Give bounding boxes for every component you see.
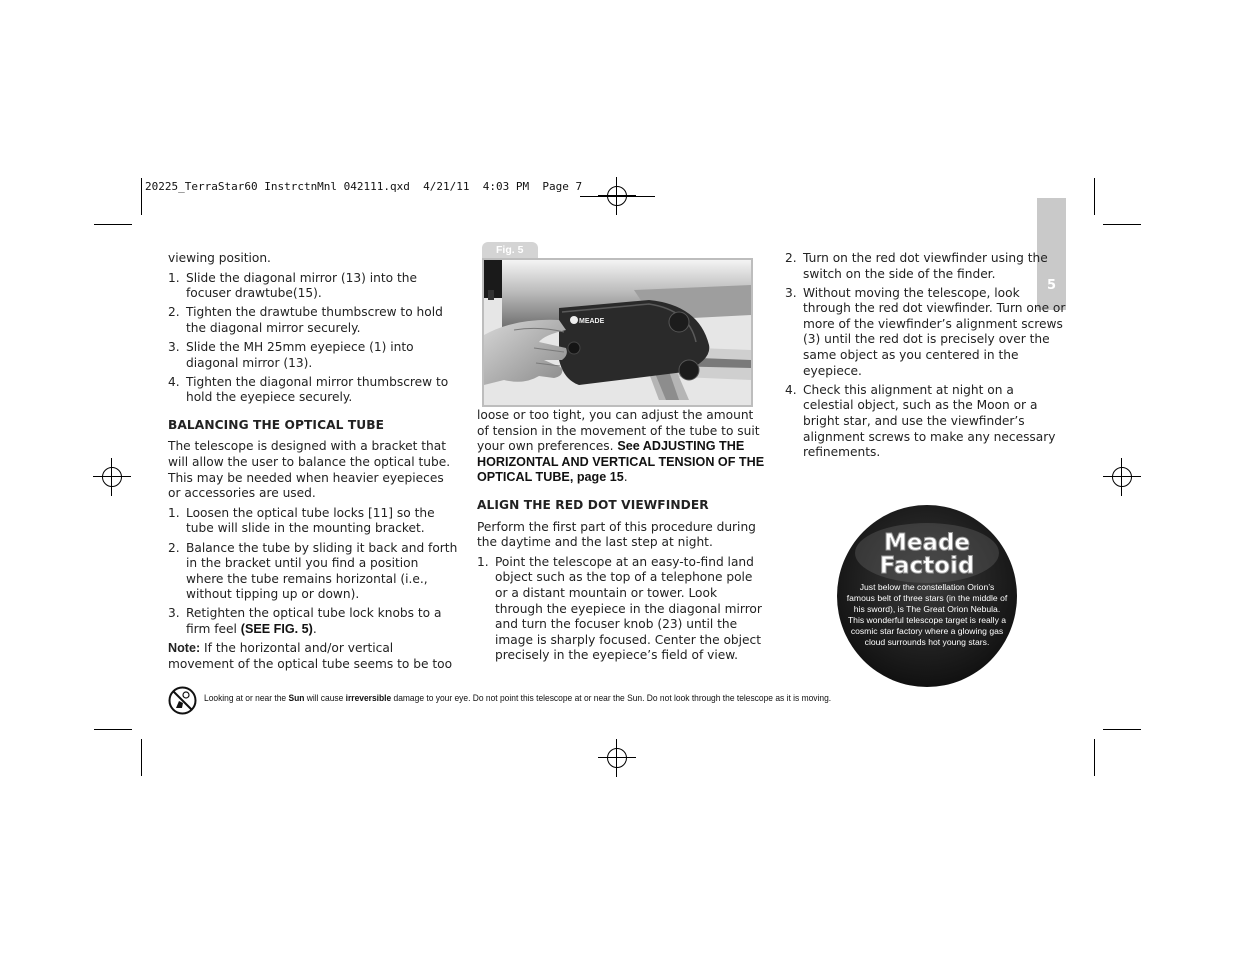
crop-mark (1094, 739, 1095, 776)
note-label: Note: (168, 641, 201, 656)
balancing-paragraph: The telescope is designed with a bracket that will allow the user to balance the optical tube. This may be needed when heavier eyepieces or accessories are used. (168, 439, 451, 501)
viewfinder-paragraph: Perform the first part of this procedure during the daytime and the last step at night. (477, 519, 756, 550)
figure-label: Fig. 5 (496, 244, 524, 256)
no-sun-viewing-icon (168, 686, 197, 715)
crop-mark (1103, 224, 1141, 225)
meade-logo-text: MEADE (579, 318, 605, 325)
list-item: 4. Check this alignment at night on a celestial object, such as the Moon or a bright star, and use the viewfinder’s alignment screws to make any necessary refinements. (785, 382, 1056, 460)
crop-mark (141, 178, 142, 215)
left-column (168, 251, 458, 676)
telescope-bracket-illustration (484, 260, 751, 405)
registration-mark (598, 739, 636, 777)
list-item: 2. Tighten the drawtube thumbscrew to hold the diagonal mirror securely. (168, 305, 443, 335)
list-item: 2. Turn on the red dot viewfinder using the switch on the side of the finder. (785, 251, 1048, 281)
right-column (785, 251, 1067, 464)
page-number: 5 (1046, 278, 1057, 293)
list-item: 3. Retighten the optical tube lock knobs to a firm feel (SEE FIG. 5). (168, 606, 442, 636)
crop-mark (1103, 729, 1141, 730)
mirror-steps-list (168, 271, 458, 406)
section-heading-balancing: BALANCING THE OPTICAL TUBE (168, 417, 385, 432)
tension-paragraph: loose or too tight, you can adjust the amount of tension in the movement of the tube to suit your own preferences. See ADJUSTING THE HORIZONTAL AND VERTICAL TENSION OF THE OPTICAL TUBE, page 15. (477, 408, 765, 485)
list-item: 1. Loosen the optical tube locks [11] so the tube will slide in the mounting bracket. (168, 505, 435, 536)
balancing-steps-list (168, 506, 458, 638)
list-item: 4. Tighten the diagonal mirror thumbscrew to hold the eyepiece securely. (168, 374, 449, 405)
registration-mark (1103, 458, 1141, 496)
factoid-text: Just below the constellation Orion’s famous belt of three stars (in the middle of his sword), is The Great Orion Nebula. This wonderful telescope target is really a cosmic star factory where a glowing gas cloud surrounds hot young stars. (846, 582, 1008, 647)
print-slug: 20225_TerraStar60 InstrctnMnl 042111.qxd 4/21/11 4:03 PM Page 7 (145, 180, 583, 193)
figure-5-photo (482, 258, 753, 407)
sun-warning-text: Looking at or near the Sun will cause irreversible damage to your eye. Do not point this telescope at or near the Sun. Do not look through the telescope as it is moving. (204, 692, 832, 703)
figure-reference: (SEE FIG. 5) (240, 621, 313, 636)
section-heading-viewfinder: ALIGN THE RED DOT VIEWFINDER (477, 497, 709, 512)
viewfinder-steps-list-continued (785, 251, 1067, 461)
meade-factoid-badge (837, 505, 1017, 687)
list-item: 2. Balance the tube by sliding it back and forth in the bracket until you find a position where the tube remains horizontal (i.e., without tipping up or down). (168, 540, 458, 602)
crop-mark (94, 224, 132, 225)
factoid-title-line1: Meade (883, 530, 971, 556)
middle-column (477, 408, 765, 667)
registration-mark (93, 458, 131, 496)
viewfinder-steps-list (477, 555, 765, 664)
crop-mark (94, 729, 132, 730)
cross-reference: See ADJUSTING THE HORIZONTAL AND VERTICAL TENSION OF THE OPTICAL TUBE, page 15 (477, 439, 765, 485)
crop-mark (1094, 178, 1095, 215)
registration-mark (598, 177, 636, 215)
intro-text: viewing position. (168, 251, 271, 265)
list-item: 1. Slide the diagonal mirror (13) into the focuser drawtube(15). (168, 270, 417, 301)
factoid-title-line2: Factoid (879, 553, 975, 579)
note-paragraph: Note: If the horizontal and/or vertical movement of the optical tube seems to be too (168, 641, 453, 671)
list-item: 3. Without moving the telescope, look through the red dot viewfinder. Turn one or more of the viewfinder’s alignment screws (3) until the red dot is precisely over the same object as you centered in the eyepiece. (785, 285, 1066, 378)
crop-mark (141, 739, 142, 776)
list-item: 3. Slide the MH 25mm eyepiece (1) into diagonal mirror (13). (168, 339, 414, 370)
list-item: 1. Point the telescope at an easy-to-find land object such as the top of a telephone pole or a distant mountain or tower. Look through the eyepiece in the diagonal mirror and turn the focuser knob (23) until the image is sharply focused. Center the object precisely in the eyepiece’s field of view. (477, 554, 762, 663)
